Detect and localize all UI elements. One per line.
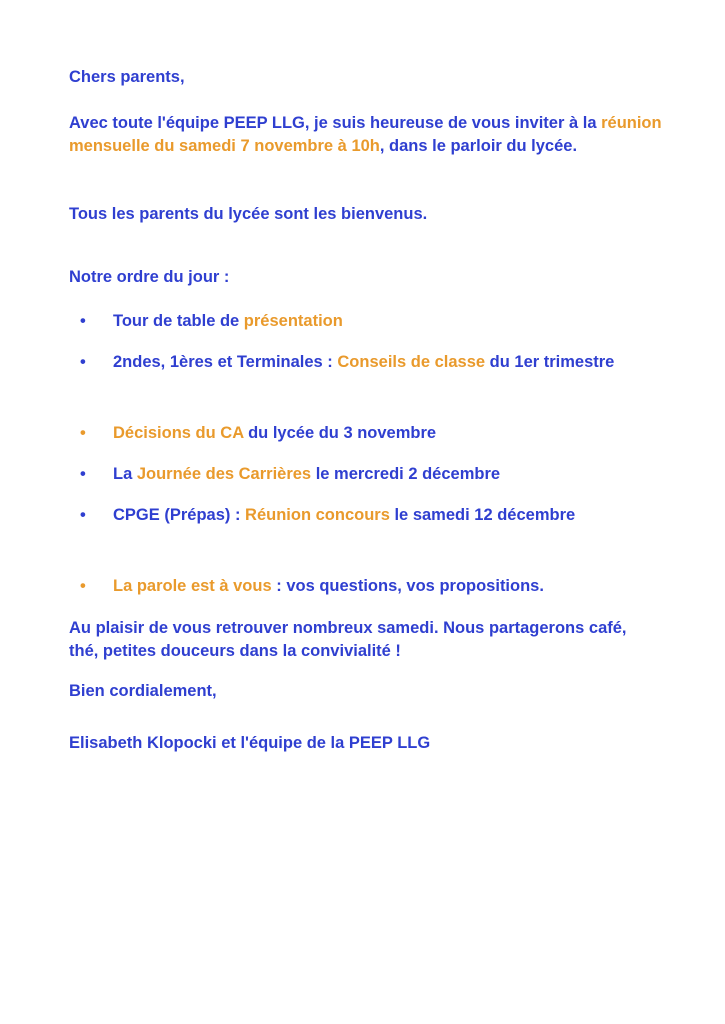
agenda-item-highlight: Décisions du CA — [113, 424, 244, 442]
bullet-icon: • — [80, 506, 86, 524]
agenda-item-text-c: le samedi 12 décembre — [389, 506, 576, 524]
agenda-item-text — [113, 347, 633, 377]
agenda-item-text — [113, 306, 653, 336]
agenda-item-text-a: 2ndes, 1ères et Terminales : — [113, 353, 338, 371]
agenda-item-highlight: Conseils de classe — [337, 353, 486, 371]
bullet-icon: • — [80, 424, 86, 442]
bullet-icon: • — [80, 465, 86, 483]
agenda-item-text-c: : vos questions, vos propositions. — [271, 577, 544, 595]
agenda-item-text-a: Tour de table de — [113, 312, 244, 330]
closing-paragraph: Au plaisir de vous retrouver nombreux samedi. Nous partagerons café, thé, petites douceurs dans la convivialité ! — [69, 619, 627, 660]
agenda-item-highlight: Réunion concours — [245, 506, 390, 524]
agenda-item-highlight: La parole est à vous — [113, 577, 272, 595]
bullet-icon: • — [80, 353, 86, 371]
welcome-line: Tous les parents du lycée sont les bienvenus. — [69, 205, 428, 223]
agenda-item-text — [113, 500, 603, 530]
greeting: Chers parents, — [69, 68, 185, 86]
agenda-item-text — [113, 459, 653, 489]
regards-line: Bien cordialement, — [69, 682, 217, 700]
agenda-item-highlight: Journée des Carrières — [136, 465, 312, 483]
agenda-item-text-a: CPGE (Prépas) : — [113, 506, 246, 524]
agenda-item-text — [113, 571, 653, 601]
meeting-highlight: réunion mensuelle du samedi 7 novembre à 10h — [69, 114, 662, 155]
intro-text-start: Avec toute l'équipe PEEP LLG, je suis heureuse de vous inviter à la — [69, 114, 602, 132]
agenda-item-text — [113, 418, 653, 448]
agenda-item-text-c: du 1er trimestre — [485, 353, 615, 371]
agenda-item-text-c: du lycée du 3 novembre — [243, 424, 437, 442]
signature: Elisabeth Klopocki et l'équipe de la PEEP LLG — [69, 734, 431, 752]
agenda-item-text-c: le mercredi 2 décembre — [311, 465, 501, 483]
agenda-item-highlight: présentation — [243, 312, 343, 330]
agenda-title: Notre ordre du jour : — [69, 268, 230, 286]
intro-paragraph — [69, 112, 669, 158]
intro-text-end: , dans le parloir du lycée. — [379, 137, 578, 155]
bullet-icon: • — [80, 577, 86, 595]
agenda-item-text-a: La — [113, 465, 137, 483]
bullet-icon: • — [80, 312, 86, 330]
